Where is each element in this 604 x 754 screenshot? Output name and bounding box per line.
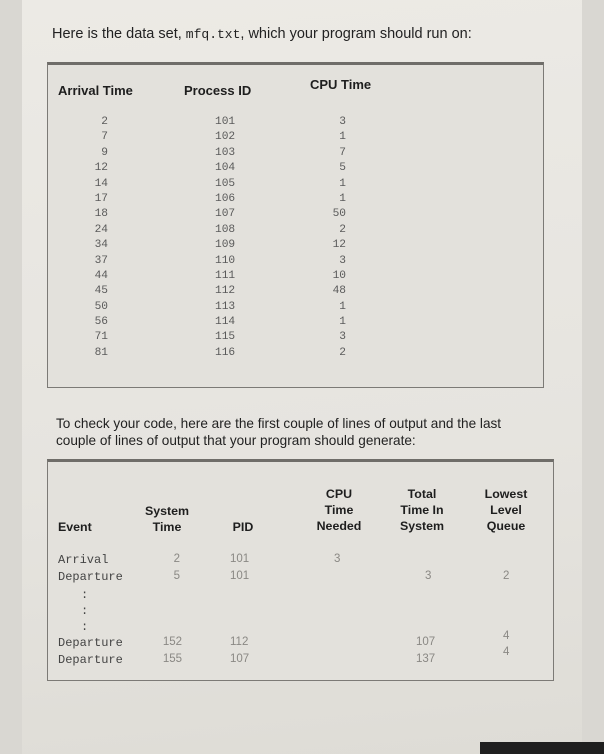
cpu-time-value: 3 — [339, 254, 346, 267]
header-total-time-in-system: Total Time In System — [399, 487, 445, 533]
arrival-time-value: 2 — [101, 116, 108, 128]
cpu-time-value: 48 — [332, 285, 346, 298]
header-process-id: Process ID — [184, 83, 252, 98]
process-id-value: 108 — [215, 223, 236, 236]
intro-text-after: , which your program should run on: — [240, 26, 472, 42]
arrival-time-value: 81 — [94, 346, 108, 359]
arrival-time-value: 12 — [94, 162, 108, 175]
arrival-time-value: 18 — [94, 208, 108, 221]
cpu-time-value: 7 — [339, 146, 346, 159]
row2-time: 5 — [173, 570, 180, 582]
header-arrival-time: Arrival Time — [58, 83, 133, 98]
arrival-time-value: 9 — [101, 146, 108, 159]
row3-level: 4 — [503, 630, 510, 642]
row3-time: 152 — [162, 636, 182, 648]
process-id-value: 105 — [215, 177, 236, 190]
row2-event: Departure — [58, 570, 123, 584]
process-id-column — [215, 115, 255, 361]
arrival-time-value: 45 — [94, 285, 108, 298]
row4-total: 137 — [416, 653, 436, 665]
header-pid: PID — [232, 520, 254, 534]
cpu-time-value: 5 — [339, 162, 346, 175]
check-paragraph: To check your code, here are the first couple of lines of output and the last couple of lines of output that your program should generate: — [56, 416, 502, 448]
process-id-value: 109 — [215, 239, 236, 252]
process-id-value: 111 — [215, 269, 236, 282]
cpu-time-value: 2 — [339, 223, 346, 236]
process-id-value: 104 — [215, 162, 236, 175]
ellipsis-2: : — [81, 604, 89, 618]
row1-time: 2 — [173, 553, 180, 565]
cpu-time-column — [316, 115, 346, 361]
header-lowest-level-queue: Lowest Level Queue — [484, 487, 528, 533]
filename: mfq.txt — [185, 27, 241, 42]
ellipsis-1: : — [81, 588, 89, 602]
row4-time: 155 — [162, 653, 182, 665]
cpu-time-value: 2 — [339, 346, 346, 359]
ellipsis-3: : — [81, 620, 89, 634]
intro-text-before: Here is the data set, — [52, 26, 186, 42]
row1-event: Arrival — [58, 553, 109, 567]
row2-level: 2 — [503, 570, 510, 582]
header-cpu-time-needed: CPU Time Needed — [316, 487, 362, 533]
output-table — [47, 459, 554, 681]
cpu-time-value: 1 — [339, 300, 346, 313]
row1-pid: 101 — [230, 553, 250, 565]
row3-total: 107 — [416, 636, 436, 648]
arrival-time-value: 17 — [94, 192, 108, 205]
arrival-time-value: 50 — [94, 300, 108, 313]
row3-pid: 112 — [230, 636, 249, 648]
arrival-time-value: 14 — [94, 177, 108, 190]
process-id-value: 112 — [215, 285, 236, 298]
process-id-value: 116 — [215, 346, 236, 359]
cpu-time-value: 50 — [332, 208, 346, 221]
row3-event: Departure — [58, 636, 123, 650]
cpu-time-value: 10 — [332, 269, 346, 282]
header-system-time: System Time — [144, 504, 190, 534]
dataset-table — [47, 62, 544, 388]
intro-sentence — [52, 26, 472, 42]
arrival-time-value: 44 — [94, 269, 108, 282]
header-event: Event — [58, 520, 92, 534]
arrival-time-value: 71 — [94, 331, 108, 344]
process-id-value: 102 — [215, 131, 236, 144]
row4-level: 4 — [503, 646, 510, 658]
row1-cpu: 3 — [334, 553, 341, 565]
process-id-value: 106 — [215, 192, 236, 205]
process-id-value: 115 — [215, 331, 236, 344]
arrival-time-value: 7 — [101, 131, 108, 144]
process-id-value: 113 — [215, 300, 236, 313]
cpu-time-value: 3 — [339, 331, 346, 344]
arrival-time-column — [76, 115, 108, 361]
arrival-time-value: 37 — [94, 254, 108, 267]
arrival-time-value: 34 — [94, 239, 108, 252]
cpu-time-value: 1 — [339, 131, 346, 144]
arrival-time-value: 24 — [94, 223, 108, 236]
header-cpu-time: CPU Time — [310, 77, 372, 92]
cpu-time-value: 12 — [332, 239, 346, 252]
process-id-value: 110 — [215, 254, 236, 267]
cpu-time-value: 1 — [339, 192, 346, 205]
process-id-value: 114 — [215, 316, 236, 329]
row4-event: Departure — [58, 653, 123, 667]
row4-pid: 107 — [230, 653, 250, 665]
process-id-value: 107 — [215, 208, 236, 221]
arrival-time-value: 56 — [94, 316, 108, 329]
page-edge-shadow — [480, 742, 604, 754]
process-id-value: 103 — [215, 146, 236, 159]
cpu-time-value: 1 — [339, 177, 346, 190]
row2-pid: 101 — [230, 570, 250, 582]
cpu-time-value: 3 — [339, 116, 346, 128]
cpu-time-value: 1 — [339, 316, 346, 329]
process-id-value: 101 — [215, 116, 236, 128]
row2-total: 3 — [425, 570, 432, 582]
